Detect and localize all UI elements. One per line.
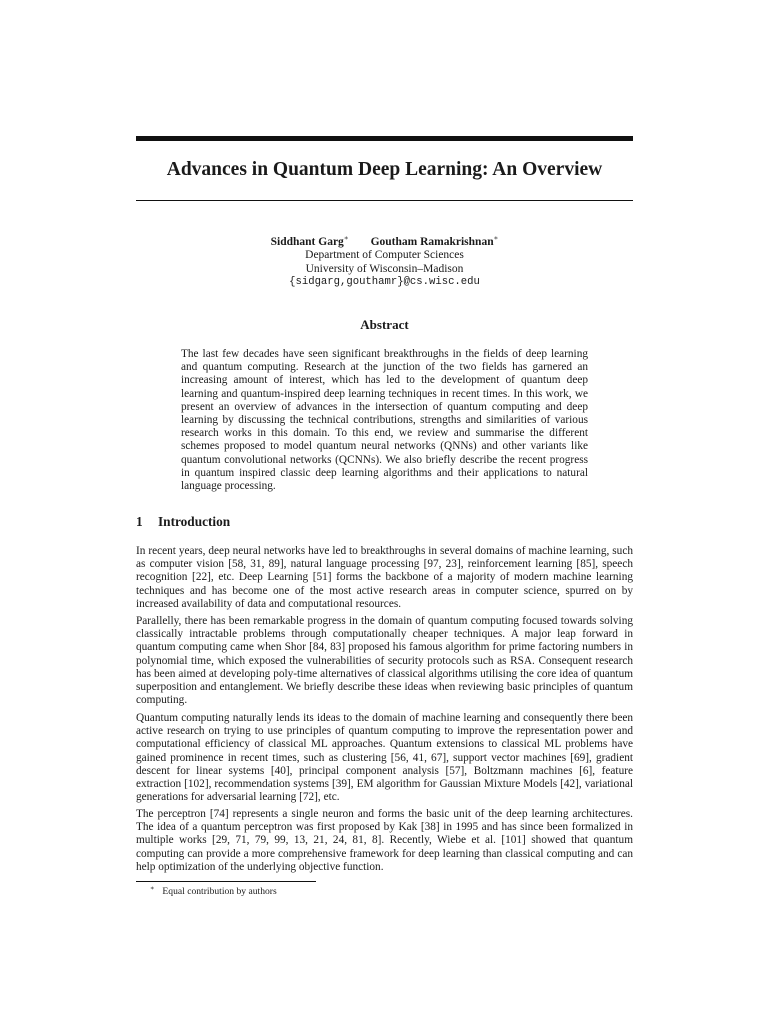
section-title: Introduction	[158, 514, 231, 529]
section-number: 1	[136, 514, 143, 529]
footnote-rule	[136, 881, 316, 882]
title-rule-top	[136, 136, 633, 141]
author-email: {sidgarg,gouthamr}@cs.wisc.edu	[289, 276, 480, 289]
abstract-text: The last few decades have seen significant breakthroughs in the fields of deep learning and quantum computing. Research at the junction of the two fields has garnered an increasing amount of interest, which has led to the development of quantum deep learning and quantum-inspired deep learning techniques in recent times. In this work, we present an overview of advances in the intersection of quantum computing and deep learning by discussing the technical contributions, strengths and similarities of various research works in this domain. To this end, we review and summarise the different schemes proposed to model quantum neural networks (QNNs) and other variants like quantum convolutional networks (QCNNs). We also briefly describe the recent progress in quantum inspired classic deep learning algorithms and their applications to natural language processing.	[181, 348, 588, 493]
footnote	[150, 883, 630, 898]
paper-title: Advances in Quantum Deep Learning: An Overview	[166, 159, 603, 180]
body-paragraph: The perceptron [74] represents a single neuron and forms the basic unit of the deep learning architectures. The idea of a quantum perceptron was first proposed by Kak [38] in 1995 and has since been formalized in multiple works [29, 71, 79, 99, 13, 21, 24, 81, 8]. Recently, Wiebe et al. [101] showed that quantum computing can provide a more comprehensive framework for deep learning than classical computing and can help optimization of the underlying objective function.	[136, 808, 633, 873]
author-block	[136, 232, 633, 290]
footnote-mark: ∗	[150, 885, 155, 892]
author-name: Goutham Ramakrishnan	[370, 235, 494, 248]
title-rule-bottom	[136, 200, 633, 201]
body-paragraph: In recent years, deep neural networks have led to breakthroughs in several domains of machine learning, such as computer vision [58, 31, 89], natural language processing [97, 23], reinforcement learning [85], speech recognition [22], etc. Deep Learning [51] forms the backbone of a majority of modern machine learning techniques and has become one of the most active research areas in computer science, spurred on by increased availability of data and computational resources.	[136, 545, 633, 610]
author-department: Department of Computer Sciences	[305, 249, 464, 262]
abstract-heading: Abstract	[360, 317, 409, 332]
footnote-text: Equal contribution by authors	[162, 886, 277, 898]
body-paragraph: Quantum computing naturally lends its ideas to the domain of machine learning and consequently there been active research on trying to use principles of quantum computing to improve the representation power and computational efficiency of classical ML approaches. Quantum extensions to classical ML problems have gained prominence in recent times, such as clustering [56, 41, 67], support vector machines [69], gradient descent for linear systems [40], principal component analysis [57], Boltzmann machines [6], feature extraction [102], recommendation systems [39], EM algorithm for Gaussian Mixture Models [42], variational generations for adversarial learning [72], etc.	[136, 712, 633, 804]
equal-contribution-mark: ∗	[343, 234, 349, 242]
section-heading	[136, 513, 633, 531]
author-names	[136, 232, 633, 249]
author-name: Siddhant Garg	[270, 235, 344, 248]
author-university: University of Wisconsin–Madison	[305, 262, 464, 275]
equal-contribution-mark: ∗	[493, 234, 499, 242]
body-paragraph: Parallelly, there has been remarkable progress in the domain of quantum computing focused towards solving classically intractable problems through computationally cheaper techniques. A major leap forward in quantum computing came when Shor [84, 83] proposed his famous algorithm for prime factoring numbers in polynomial time, which exposed the vulnerabilities of security protocols such as RSA. Consequent research has been aimed at developing poly-time alternatives of classical algorithms utilising the core idea of quantum superposition and entanglement. We briefly describe these ideas when reviewing basic principles of quantum computing.	[136, 615, 633, 707]
